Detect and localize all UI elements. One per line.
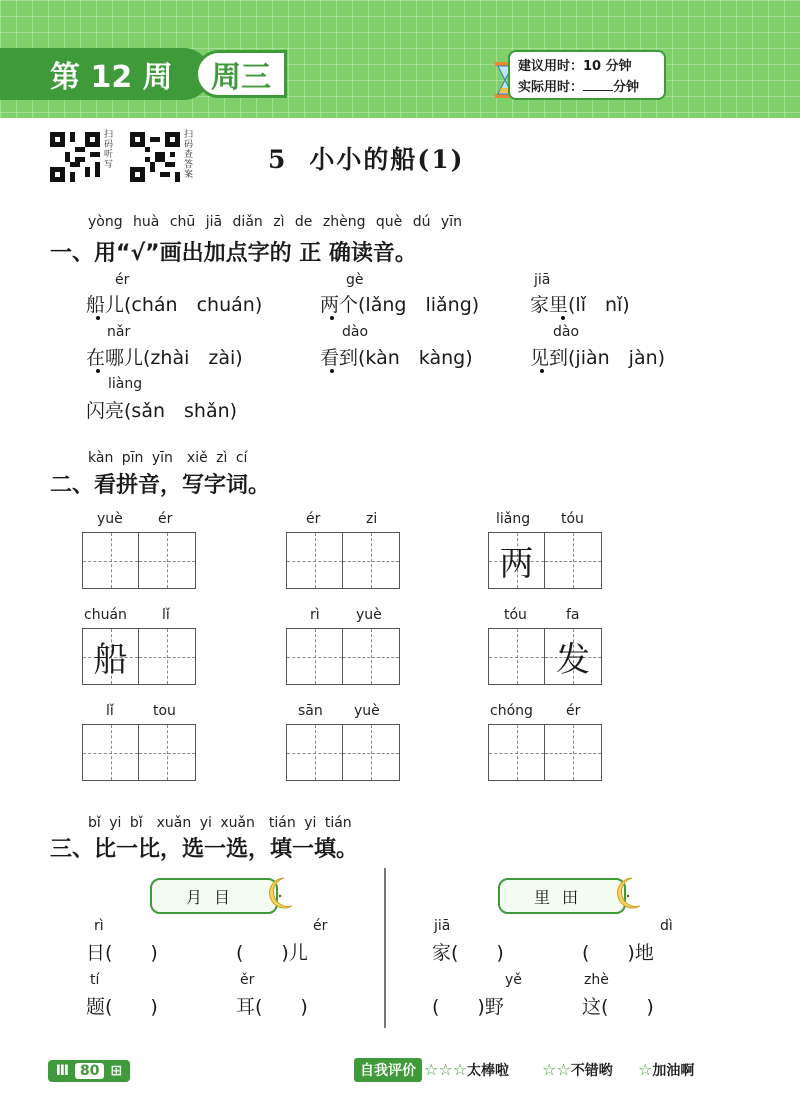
star-icon: ☆	[638, 1060, 653, 1079]
s1-item: 两个(lǎng liǎng)	[320, 294, 480, 316]
time-box	[508, 50, 666, 100]
emphasis-dot	[561, 316, 565, 320]
s2-pinyin: lǐ	[106, 703, 114, 719]
page-number: Ⅲ 80 ⊞	[48, 1060, 130, 1082]
grid-cell[interactable]	[343, 724, 400, 781]
s2-pinyin: zi	[366, 511, 378, 527]
grid-cell[interactable]	[286, 628, 343, 685]
s1-item-pinyin: liàng	[108, 376, 143, 392]
grid-cell[interactable]	[286, 724, 343, 781]
writing-grid[interactable]	[82, 628, 196, 685]
s2-pinyin: tóu	[504, 607, 527, 623]
grid-cell[interactable]	[545, 724, 602, 781]
grid-cell[interactable]	[286, 532, 343, 589]
qr-code-dictation[interactable]	[50, 132, 100, 182]
compare-pair-left: 月目	[150, 878, 278, 914]
qr-code-answers[interactable]	[130, 132, 180, 182]
qr-label-dictation: 扫码听写	[104, 130, 114, 170]
column-divider	[384, 868, 386, 1028]
s3-pinyin: yě	[505, 972, 522, 988]
lesson-name: 小小的船(1)	[309, 145, 465, 174]
grid-cell[interactable]: 发	[545, 628, 602, 685]
s1-item-pinyin: nǎr	[107, 324, 131, 340]
star-icon: ☆☆☆	[424, 1060, 468, 1079]
s2-pinyin: yuè	[97, 511, 123, 527]
s3-pinyin: rì	[94, 918, 104, 934]
emphasis-dot	[540, 369, 544, 373]
s1-item: 在哪儿(zhài zài)	[86, 347, 243, 369]
s1-item: 船儿(chán chuán)	[86, 294, 263, 316]
s1-item: 家里(lǐ nǐ)	[530, 294, 630, 316]
self-eval-label: 自我评价	[354, 1058, 422, 1082]
section1-heading: 一、用“√”画出加点字的 正 确读音。	[50, 241, 417, 266]
s3-blank[interactable]: 这( )	[582, 996, 654, 1018]
s3-pinyin: jiā	[434, 918, 451, 934]
writing-grid[interactable]	[286, 628, 400, 685]
grid-cell[interactable]	[139, 628, 196, 685]
s2-pinyin: sān	[298, 703, 323, 719]
section1-heading-pinyin: yòng huà chū jiā diǎn zì de zhèng què dú yīn	[88, 214, 462, 230]
day-pill: 周三	[195, 50, 287, 98]
suggested-time: 建议用时：10 分钟	[518, 59, 632, 74]
grid-cell[interactable]	[82, 532, 139, 589]
lesson-number: 5	[268, 145, 288, 174]
s1-item-pinyin: dào	[342, 324, 369, 340]
grid-cell[interactable]	[139, 532, 196, 589]
grid-cell[interactable]	[139, 724, 196, 781]
grid-cell[interactable]	[343, 628, 400, 685]
qr-label-answers: 扫码查答案	[184, 130, 194, 180]
s2-pinyin: lǐ	[162, 607, 170, 623]
writing-grid[interactable]	[82, 532, 196, 589]
s1-item: 见到(jiàn jàn)	[530, 347, 666, 369]
grid-cell[interactable]	[488, 628, 545, 685]
emphasis-dot	[96, 369, 100, 373]
emphasis-dot	[96, 316, 100, 320]
eval-two-stars[interactable]: ☆☆不错哟	[542, 1060, 613, 1079]
star-icon: ☆☆	[542, 1060, 571, 1079]
actual-time: 实际用时： 分钟	[518, 80, 640, 95]
section3-heading-pinyin: bǐ yi bǐ xuǎn yi xuǎn tián yi tián	[88, 815, 352, 831]
compare-pair-right: 里田	[498, 878, 626, 914]
s2-pinyin: ér	[306, 511, 321, 527]
writing-grid[interactable]	[82, 724, 196, 781]
moon-icon	[614, 876, 644, 910]
s3-blank[interactable]: 耳( )	[236, 996, 308, 1018]
s3-blank[interactable]: 家( )	[432, 942, 504, 964]
week-tab: 第 12 周	[0, 48, 210, 100]
s1-item-pinyin: gè	[346, 272, 364, 288]
s2-pinyin: rì	[310, 607, 320, 623]
section2-heading: 二、看拼音，写字词。	[50, 473, 271, 498]
writing-grid[interactable]	[286, 724, 400, 781]
lesson-title	[268, 140, 464, 176]
s3-pinyin: ěr	[240, 972, 255, 988]
emphasis-dot	[330, 369, 334, 373]
s1-item: 看到(kàn kàng)	[320, 347, 473, 369]
s3-blank[interactable]: ( )地	[582, 942, 654, 964]
s1-item: 闪亮(sǎn shǎn)	[86, 400, 238, 422]
writing-grid[interactable]	[286, 532, 400, 589]
s1-item-pinyin: ér	[115, 272, 130, 288]
s3-pinyin: zhè	[584, 972, 609, 988]
s1-item-pinyin: dào	[553, 324, 580, 340]
s2-pinyin: ér	[158, 511, 173, 527]
s2-pinyin: liǎng	[496, 511, 531, 527]
s3-blank[interactable]: 日( )	[86, 942, 158, 964]
grid-cell[interactable]: 船	[82, 628, 139, 685]
page-number-deco-right: ⊞	[110, 1063, 123, 1079]
s1-item-pinyin: jiā	[534, 272, 551, 288]
grid-cell[interactable]	[343, 532, 400, 589]
s2-pinyin: chóng	[490, 703, 533, 719]
page-number-deco-left: Ⅲ	[55, 1063, 69, 1079]
actual-time-blank[interactable]	[583, 79, 613, 91]
section3-heading: 三、比一比，选一选，填一填。	[50, 837, 359, 862]
eval-three-stars[interactable]: ☆☆☆太棒啦	[424, 1060, 510, 1079]
s3-blank[interactable]: 题( )	[86, 996, 158, 1018]
s2-pinyin: ér	[566, 703, 581, 719]
page-header	[0, 0, 800, 118]
s3-blank[interactable]: ( )野	[432, 996, 504, 1018]
s2-pinyin: tóu	[561, 511, 584, 527]
writing-grid[interactable]	[488, 724, 602, 781]
s3-blank[interactable]: ( )儿	[236, 942, 308, 964]
s3-pinyin: dì	[660, 918, 673, 934]
s3-pinyin: ér	[313, 918, 328, 934]
writing-grid[interactable]	[488, 532, 602, 589]
grid-cell[interactable]	[82, 724, 139, 781]
grid-cell[interactable]	[488, 724, 545, 781]
s2-pinyin: tou	[153, 703, 176, 719]
emphasis-dot	[330, 316, 334, 320]
s2-pinyin: yuè	[354, 703, 380, 719]
s2-pinyin: chuán	[84, 607, 127, 623]
section2-heading-pinyin: kàn pīn yīn xiě zì cí	[88, 450, 248, 466]
grid-cell[interactable]	[545, 532, 602, 589]
eval-one-star[interactable]: ☆加油啊	[638, 1060, 695, 1079]
s2-pinyin: yuè	[356, 607, 382, 623]
s3-pinyin: tí	[90, 972, 100, 988]
s2-pinyin: fa	[566, 607, 580, 623]
grid-cell[interactable]: 两	[488, 532, 545, 589]
moon-icon	[266, 876, 296, 910]
writing-grid[interactable]	[488, 628, 602, 685]
